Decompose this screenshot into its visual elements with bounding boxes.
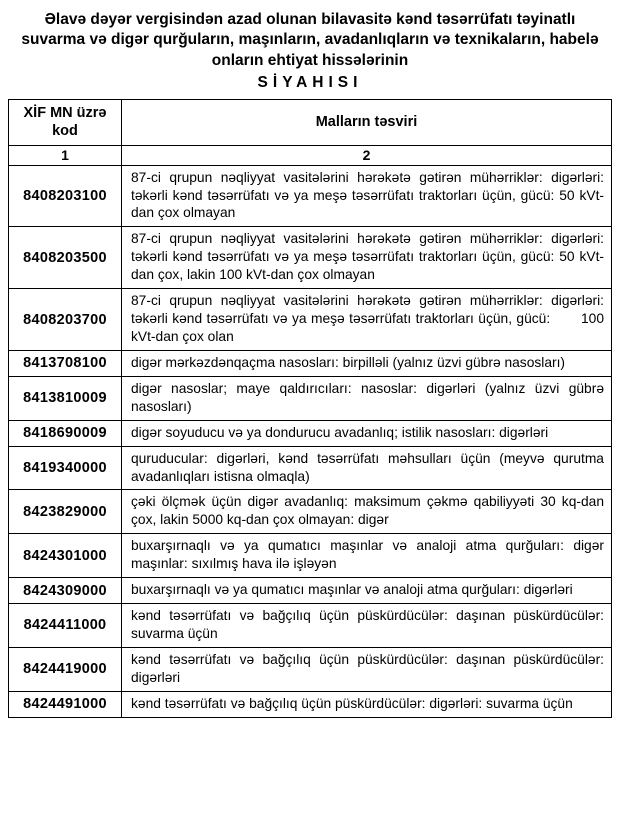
product-code: 8424309000 <box>9 578 122 604</box>
product-code: 8424301000 <box>9 534 122 578</box>
table-body <box>9 165 612 717</box>
product-description: kənd təsərrüfatı və bağçılıq üçün püskürdücülər: daşınan püskürdücülər: digərləri <box>122 647 612 691</box>
product-description: digər nasoslar; maye qaldırıcıları: nasoslar: digərləri (yalnız üzvi gübrə nasosları) <box>122 376 612 420</box>
table-row <box>9 376 612 420</box>
table-row <box>9 490 612 534</box>
table-row <box>9 420 612 446</box>
header-row <box>9 100 612 145</box>
product-description: digər mərkəzdənqaçma nasosları: birpilləli (yalnız üzvi gübrə nasosları) <box>122 350 612 376</box>
document-title: Əlavə dəyər vergisindən azad olunan bilavasitə kənd təsərrüfatı təyinatlı suvarma və digər qurğuların, maşınların, avadanlıqların və texnikaların, habelə onların ehtiyat hissələrinin <box>21 11 599 69</box>
product-description: 87-ci qrupun nəqliyyat vasitələrini hərəkətə gətirən mühərriklər: digərləri: təkərli kənd təsərrüfatı və ya meşə təsərrüfatı traktorları üçün, gücü: 50 kVt-dan çox olmayan <box>122 165 612 227</box>
product-code: 8419340000 <box>9 446 122 490</box>
product-description: 87-ci qrupun nəqliyyat vasitələrini hərəkətə gətirən mühərriklər: digərləri: təkərli kənd təsərrüfatı və ya meşə təsərrüfatı traktorları üçün, gücü: 100 kVt-dan çox olan <box>122 289 612 351</box>
table-row <box>9 289 612 351</box>
product-code: 8413810009 <box>9 376 122 420</box>
table-row <box>9 578 612 604</box>
product-code: 8418690009 <box>9 420 122 446</box>
product-description: digər soyuducu və ya dondurucu avadanlıq; istilik nasosları: digərləri <box>122 420 612 446</box>
column-number-2: 2 <box>122 145 612 165</box>
product-code: 8423829000 <box>9 490 122 534</box>
table-head <box>9 100 612 165</box>
table-row <box>9 227 612 289</box>
table-row <box>9 165 612 227</box>
goods-table <box>8 99 612 717</box>
table-row <box>9 350 612 376</box>
table-header-code: XİF MN üzrə kod <box>9 100 122 145</box>
table-header-description: Malların təsviri <box>122 100 612 145</box>
column-number-row <box>9 145 612 165</box>
table-row <box>9 604 612 648</box>
product-code: 8408203100 <box>9 165 122 227</box>
product-code: 8424491000 <box>9 691 122 717</box>
table-row <box>9 446 612 490</box>
product-description: kənd təsərrüfatı və bağçılıq üçün püskürdücülər: daşınan püskürdücülər: suvarma üçün <box>122 604 612 648</box>
product-code: 8413708100 <box>9 350 122 376</box>
table-row <box>9 534 612 578</box>
product-description: kənd təsərrüfatı və bağçılıq üçün püskürdücülər: digərləri: suvarma üçün <box>122 691 612 717</box>
product-description: çəki ölçmək üçün digər avadanlıq: maksimum çəkmə qabiliyyəti 30 kq-dan çox, lakin 5000 kq-dan çox olmayan: digər <box>122 490 612 534</box>
column-number-1: 1 <box>9 145 122 165</box>
product-description: buxarşırnaqlı və ya qumatıcı maşınlar və analoji atma qurğuları: digər maşınlar: sıxılmış hava ilə işləyən <box>122 534 612 578</box>
product-code: 8408203700 <box>9 289 122 351</box>
product-description: buxarşırnaqlı və ya qumatıcı maşınlar və analoji atma qurğuları: digərləri <box>122 578 612 604</box>
product-description: 87-ci qrupun nəqliyyat vasitələrini hərəkətə gətirən mühərriklər: digərləri: təkərli kənd təsərrüfatı və ya meşə təsərrüfatı traktorları üçün, gücü: 50 kVt-dan çox, lakin 100 kVt-dan çox olmayan <box>122 227 612 289</box>
table-row <box>9 691 612 717</box>
table-row <box>9 647 612 691</box>
product-code: 8424411000 <box>9 604 122 648</box>
product-description: quruducular: digərləri, kənd təsərrüfatı məhsulları üçün (meyvə qurutma avadanlıqları istisna olmaqla) <box>122 446 612 490</box>
product-code: 8408203500 <box>9 227 122 289</box>
document-subtitle: SİYAHISI <box>257 74 363 92</box>
product-code: 8424419000 <box>9 647 122 691</box>
